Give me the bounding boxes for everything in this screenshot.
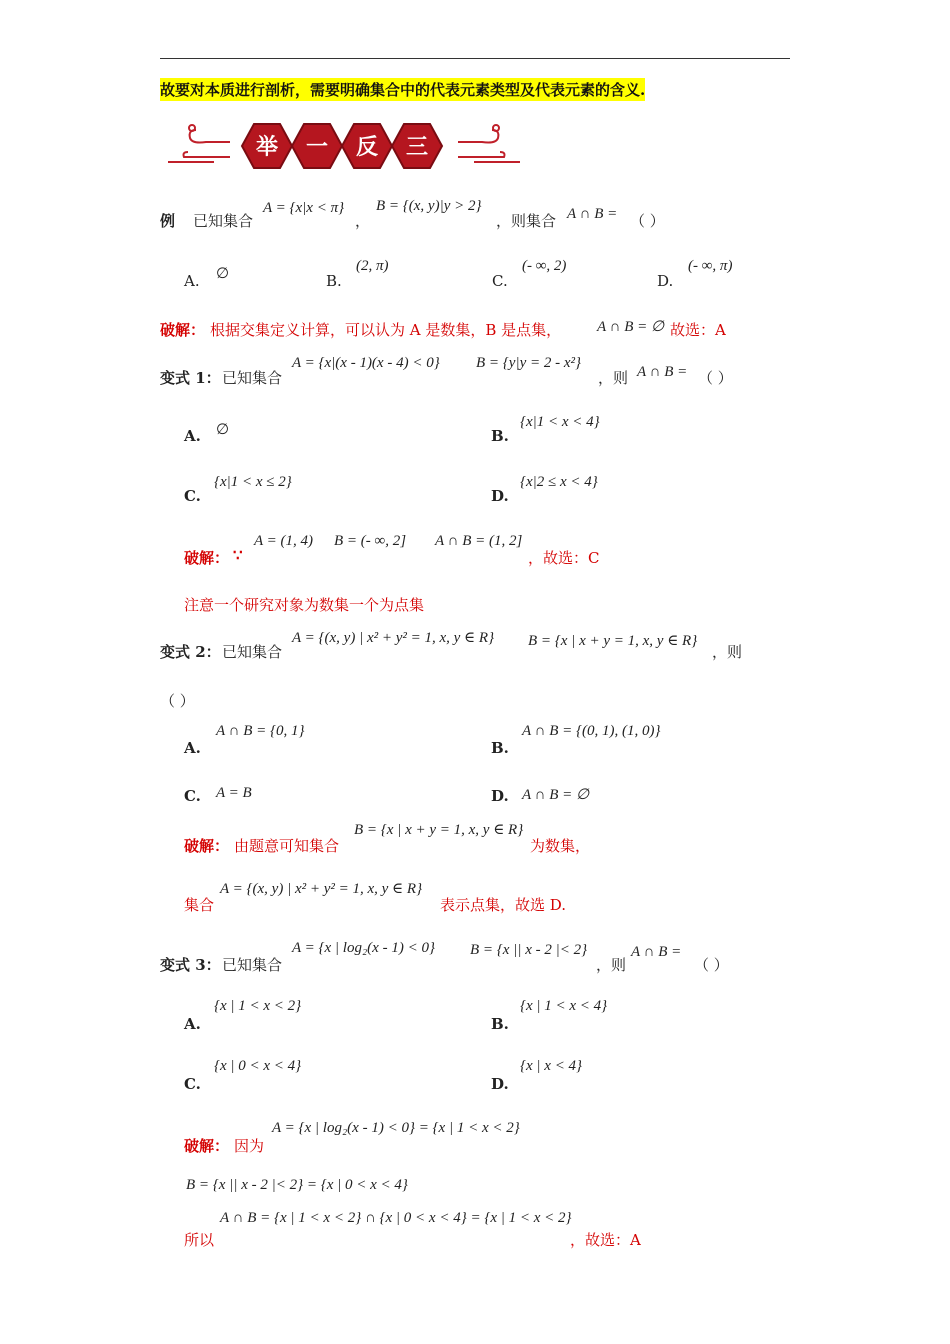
example-option-a-value: ∅: [216, 266, 230, 282]
variant2-option-a-letter: A.: [184, 739, 201, 757]
variant3-solution-because: 因为: [234, 1137, 265, 1155]
example-option-d-letter: D.: [657, 272, 674, 290]
variant2-option-b-value: A ∩ B = {(0, 1), (1, 0)}: [522, 723, 661, 739]
banner-char-4: 三: [405, 135, 429, 160]
variant1-option-d-value: {x|2 ≤ x < 4}: [520, 474, 598, 490]
variant3-solution-so: 所以: [184, 1231, 215, 1249]
right-swirl-icon: [458, 125, 520, 162]
header-rule: [160, 58, 790, 59]
variant1-since-symbol: ∵: [233, 546, 243, 564]
variant2-stem-pre: 已知集合: [222, 643, 283, 661]
variant1-expr-a: A = (1, 4): [254, 533, 314, 549]
example-target: A ∩ B =: [567, 206, 618, 222]
variant3-solution-line2: B = {x || x - 2 |< 2} = {x | 0 < x < 4}: [186, 1177, 408, 1193]
example-set-a: A = {x|x < π}: [263, 200, 345, 216]
left-swirl-icon: [168, 125, 230, 162]
variant2-option-a-value: A ∩ B = {0, 1}: [216, 723, 305, 739]
variant1-set-a: A = {x|(x - 1)(x - 4) < 0}: [292, 355, 440, 371]
variant3-solution-end: ，故选：A: [570, 1231, 641, 1249]
variant1-solution-end: ，故选：C: [528, 549, 600, 567]
variant3-option-d-value: {x | x < 4}: [520, 1058, 583, 1074]
variant3-option-a-value: {x | 1 < x < 2}: [214, 998, 302, 1014]
variant3-set-b: B = {x || x - 2 |< 2}: [470, 942, 588, 958]
variant1-option-b-value: {x|1 < x < 4}: [520, 414, 600, 430]
example-blank: （ ）: [630, 212, 665, 230]
variant2-option-c-letter: C.: [184, 787, 201, 805]
variant1-stem-pre: 已知集合: [222, 369, 283, 387]
example-option-b-value: (2, π): [356, 258, 389, 274]
example-option-a-letter: A.: [184, 272, 200, 290]
variant2-set-a: A = {(x, y) | x² + y² = 1, x, y ∈ R}: [292, 630, 495, 646]
example-set-b: B = {(x, y)|y > 2}: [376, 198, 482, 214]
variant3-target: A ∩ B =: [631, 944, 682, 960]
example-stem-pre: 已知集合: [193, 212, 254, 230]
example-solution-end: 故选：A: [670, 321, 726, 339]
variant1-expr-c: A ∩ B = (1, 2]: [435, 533, 523, 549]
variant3-solution-line3: A ∩ B = {x | 1 < x < 2} ∩ {x | 0 < x < 4} = {x | 1 < x < 2}: [220, 1210, 572, 1226]
banner-char-1: 举: [255, 135, 279, 160]
section-banner: [166, 116, 522, 178]
variant1-option-c-value: {x|1 < x ≤ 2}: [214, 474, 292, 490]
variant2-blank: （ ）: [160, 692, 195, 710]
variant1-option-b-letter: B.: [491, 427, 509, 445]
variant3-blank: （ ）: [694, 956, 729, 974]
variant2-solution-a: A = {(x, y) | x² + y² = 1, x, y ∈ R}: [220, 881, 423, 897]
variant2-option-c-value: A = B: [216, 785, 252, 801]
variant3-solution-line1: A = {x | log₂(x - 1) < 0} = {x | 1 < x < 2}: [272, 1120, 520, 1136]
variant3-option-d-letter: D.: [491, 1075, 509, 1093]
variant3-option-a-letter: A.: [184, 1015, 201, 1033]
variant2-solution-end: 表示点集，故选 D.: [440, 896, 567, 914]
variant1-note: 注意一个研究对象为数集一个为点集: [184, 596, 425, 614]
banner-char-2: 一: [305, 135, 329, 160]
example-stem-mid: ，则集合: [496, 212, 557, 230]
variant1-option-a-letter: A.: [184, 427, 201, 445]
variant2-set-b: B = {x | x + y = 1, x, y ∈ R}: [528, 633, 698, 649]
variant1-option-a-value: ∅: [216, 422, 230, 438]
example-comma: ，: [355, 212, 371, 230]
example-option-c-letter: C.: [492, 272, 508, 290]
variant3-option-b-letter: B.: [491, 1015, 509, 1033]
example-label: 例: [160, 212, 176, 230]
variant3-option-c-letter: C.: [184, 1075, 201, 1093]
top-note: 故要对本质进行剖析，需要明确集合中的代表元素类型及代表元素的含义.: [160, 78, 645, 101]
example-solution-text: 根据交集定义计算，可以认为 A 是数集，B 是点集，: [210, 321, 562, 339]
variant1-option-d-letter: D.: [491, 487, 509, 505]
variant1-target: A ∩ B =: [637, 364, 688, 380]
variant1-set-b: B = {y|y = 2 - x²}: [476, 355, 581, 371]
variant2-stem-end: ，则: [712, 643, 743, 661]
variant3-solution-label: 破解：: [184, 1137, 230, 1155]
banner-char-3: 反: [355, 135, 379, 160]
variant2-solution-line2-pre: 集合: [184, 896, 215, 914]
variant2-option-d-letter: D.: [491, 787, 509, 805]
variant2-option-b-letter: B.: [491, 739, 509, 757]
variant2-option-d-value: A ∩ B = ∅: [522, 787, 590, 803]
example-solution-expr: A ∩ B = ∅: [597, 319, 665, 335]
variant2-solution-mid: 为数集，: [530, 837, 591, 855]
variant2-solution-b: B = {x | x + y = 1, x, y ∈ R}: [354, 822, 524, 838]
variant2-label: 变式 2：: [160, 643, 221, 661]
variant1-expr-b: B = (- ∞, 2]: [334, 533, 407, 549]
variant2-solution-label: 破解：: [184, 837, 230, 855]
example-solution-label: 破解：: [160, 321, 206, 339]
example-option-d-value: (- ∞, π): [688, 258, 733, 274]
variant3-set-a: A = {x | log₂(x - 1) < 0}: [292, 940, 435, 956]
example-option-c-value: (- ∞, 2): [522, 258, 567, 274]
variant2-solution-pre: 由题意可知集合: [234, 837, 340, 855]
variant1-solution-label: 破解：: [184, 549, 230, 567]
variant3-option-b-value: {x | 1 < x < 4}: [520, 998, 608, 1014]
variant1-label: 变式 1：: [160, 369, 221, 387]
variant3-label: 变式 3：: [160, 956, 221, 974]
variant3-stem-mid: ，则: [596, 956, 627, 974]
variant3-stem-pre: 已知集合: [222, 956, 283, 974]
variant3-option-c-value: {x | 0 < x < 4}: [214, 1058, 302, 1074]
variant1-stem-mid: ，则: [598, 369, 629, 387]
variant1-blank: （ ）: [698, 369, 733, 387]
variant1-option-c-letter: C.: [184, 487, 201, 505]
example-option-b-letter: B.: [326, 272, 342, 290]
